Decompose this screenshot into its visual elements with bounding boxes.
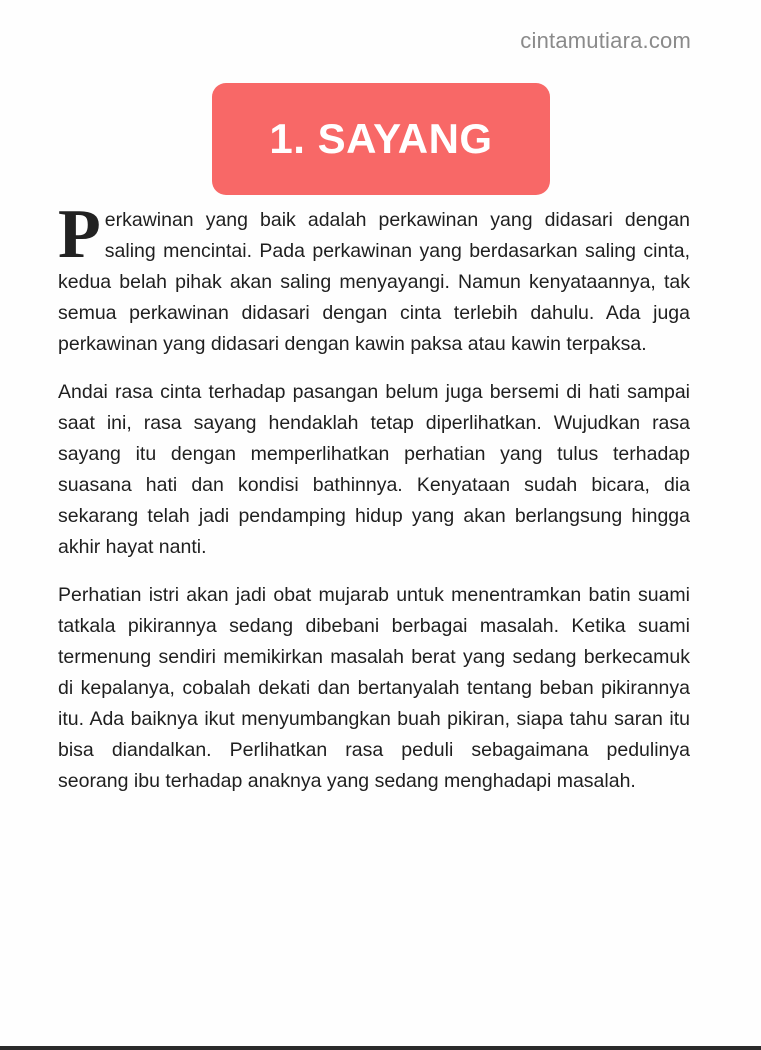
title-banner	[212, 83, 550, 195]
paragraph-1	[58, 196, 690, 360]
paragraph-1-text: erkawinan yang baik adalah perkawinan yang didasari dengan saling mencintai. Pada perkawinan yang berdasarkan saling cinta, kedua belah pihak akan saling menyayangi. Namun kenyataannya, tak semua perkawinan didasari dengan cinta terlebih dahulu. Ada juga perkawinan yang didasari dengan kawin paksa atau kawin terpaksa.	[58, 209, 690, 355]
site-watermark: cintamutiara.com	[520, 28, 691, 53]
drop-cap: P	[58, 196, 101, 273]
page-title: 1. SAYANG	[269, 115, 493, 162]
bottom-divider	[0, 1046, 761, 1050]
paragraph-3: Perhatian istri akan jadi obat mujarab untuk menentramkan batin suami tatkala pikirannya sedang dibebani berbagai masalah. Ketika suami termenung sendiri memikirkan masalah berat yang sedang berkecamuk di kepalanya, cobalah dekati dan bertanyalah tentang beban pikirannya itu. Ada baiknya ikut menyumbangkan buah pikiran, siapa tahu saran itu bisa diandalkan. Perlihatkan rasa peduli sebagaimana pedulinya seorang ibu terhadap anaknya yang sedang menghadapi masalah.	[58, 584, 690, 792]
paragraph-2: Andai rasa cinta terhadap pasangan belum juga bersemi di hati sampai saat ini, rasa sayang hendaklah tetap diperlihatkan. Wujudkan rasa sayang itu dengan memperlihatkan perhatian yang tulus terhadap suasana hati dan kondisi bathinnya. Kenyataan sudah bicara, dia sekarang telah jadi pendamping hidup yang akan berlangsung hingga akhir hayat nanti.	[58, 381, 690, 558]
article-body	[58, 196, 690, 814]
